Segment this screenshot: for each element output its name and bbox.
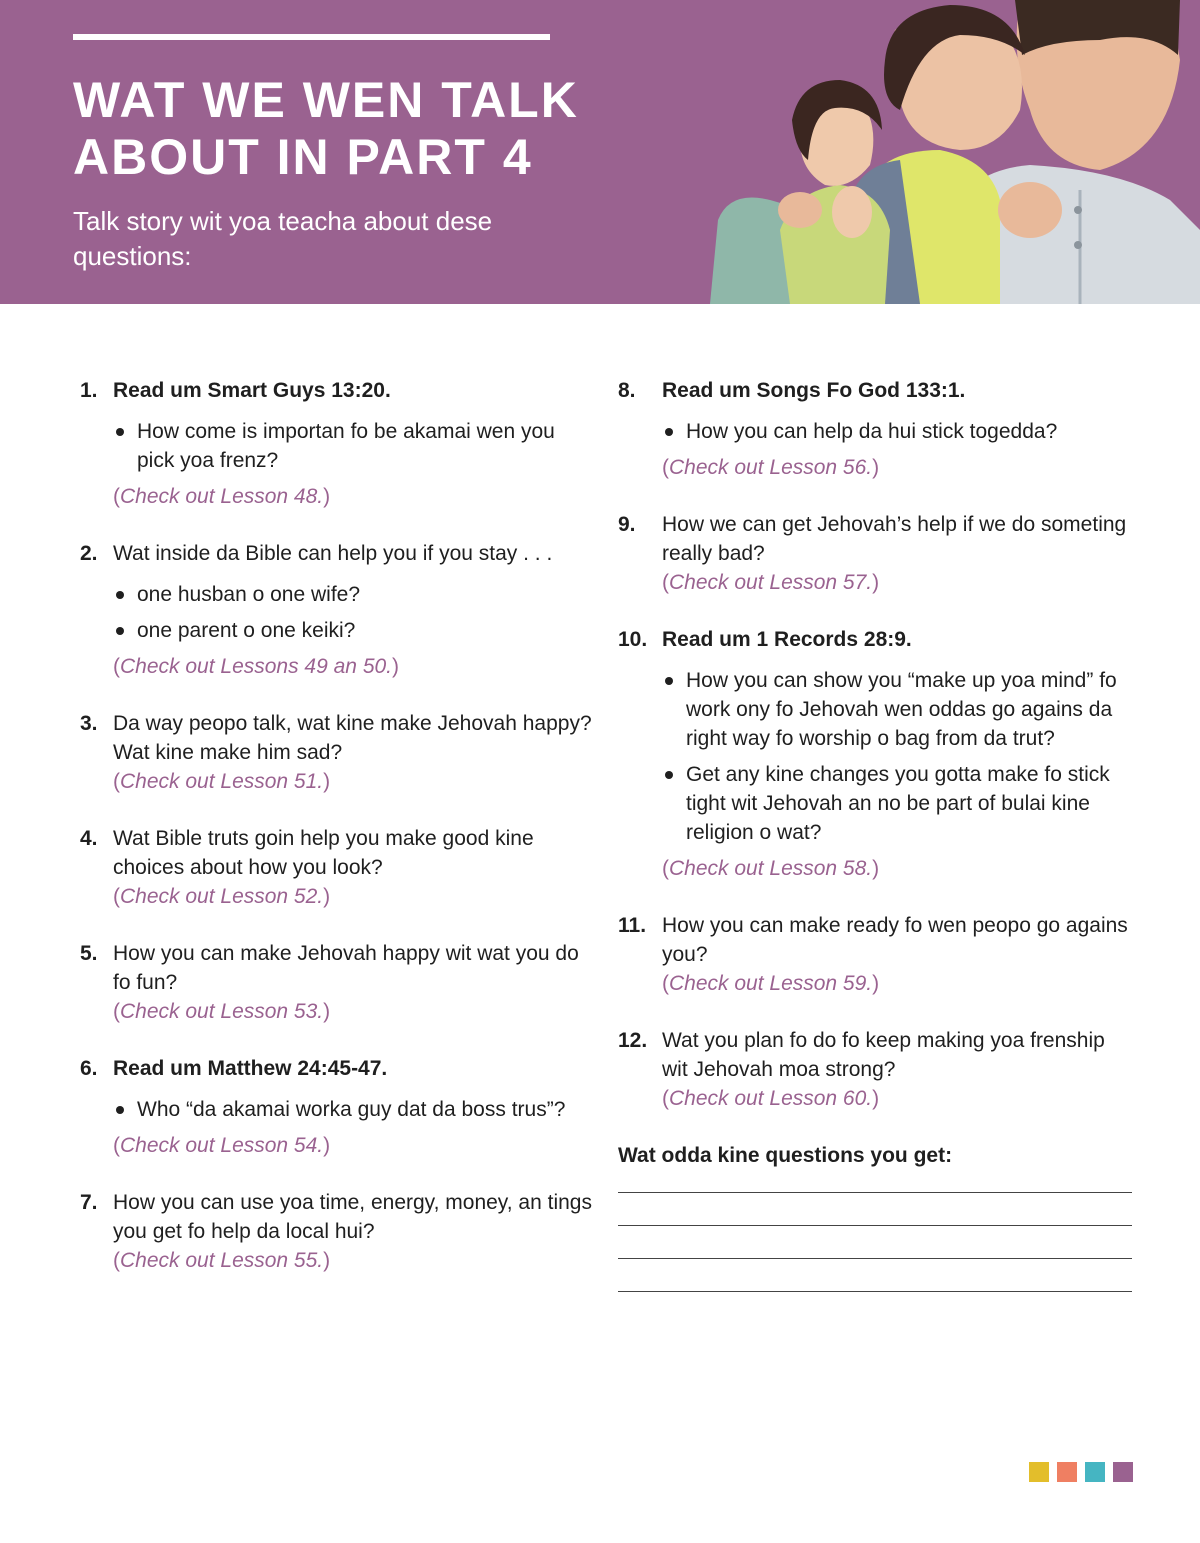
question-number: 11. (618, 914, 647, 937)
question-item (80, 824, 595, 911)
answer-line[interactable] (618, 1258, 1132, 1259)
lesson-reference: (Check out Lesson 55.) (113, 1249, 331, 1272)
lesson-reference-text: Check out Lessons 49 an 50. (120, 655, 393, 678)
question-text: How we can get Jehovah’s help if we do someting really bad? (662, 513, 1127, 565)
question-text: How you can make ready fo wen peopo go agains you? (662, 914, 1128, 966)
question-item (618, 376, 1133, 482)
bullet-item: How you can show you “make up yoa mind” fo work ony fo Jehovah wen oddas go agains da right way fo worship o bag from da trut? (662, 666, 1133, 753)
question-number: 9. (618, 513, 636, 536)
bullet-item: How you can help da hui stick togedda? (662, 417, 1133, 446)
question-bullets (113, 417, 595, 475)
question-item (618, 1026, 1133, 1113)
lesson-reference: (Check out Lesson 56.) (662, 456, 880, 479)
page-title: WAT WE WEN TALK ABOUT IN PART 4 (73, 72, 579, 185)
question-text: Wat Bible truts goin help you make good kine choices about how you look? (113, 827, 534, 879)
other-questions-section (618, 1141, 1133, 1292)
question-item (80, 376, 595, 511)
bullet-item: Get any kine changes you gotta make fo stick tight wit Jehovah an no be part of bulai kine religion o wat? (662, 760, 1133, 847)
lesson-reference-text: Check out Lesson 56. (669, 456, 873, 479)
question-bullets (662, 417, 1133, 446)
lesson-reference-text: Check out Lesson 60. (669, 1087, 873, 1110)
question-text: Wat inside da Bible can help you if you stay . . . (113, 542, 553, 565)
color-square (1113, 1462, 1133, 1482)
question-item (618, 625, 1133, 883)
color-square (1085, 1462, 1105, 1482)
header-banner (0, 0, 1200, 304)
question-text: Read um 1 Records 28:9. (662, 628, 912, 651)
question-number: 2. (80, 542, 98, 565)
question-bullets (113, 1095, 595, 1124)
question-item (618, 911, 1133, 998)
lesson-reference: (Check out Lesson 57.) (662, 571, 880, 594)
lesson-reference-text: Check out Lesson 54. (120, 1134, 324, 1157)
question-text: How you can use yoa time, energy, money, an tings you get fo help da local hui? (113, 1191, 592, 1243)
family-praying-illustration (700, 0, 1200, 304)
lesson-reference-text: Check out Lesson 58. (669, 857, 873, 880)
questions-left-column (80, 376, 595, 1303)
bullet-item: Who “da akamai worka guy dat da boss trus”? (113, 1095, 595, 1124)
lesson-reference-text: Check out Lesson 53. (120, 1000, 324, 1023)
lesson-reference: (Check out Lesson 53.) (113, 1000, 331, 1023)
question-number: 8. (618, 379, 636, 402)
bullet-item: one husban o one wife? (113, 580, 595, 609)
lesson-reference-text: Check out Lesson 59. (669, 972, 873, 995)
color-square (1029, 1462, 1049, 1482)
lesson-reference: (Check out Lessons 49 an 50.) (113, 655, 400, 678)
question-item (80, 539, 595, 681)
question-text: How you can make Jehovah happy wit wat you do fo fun? (113, 942, 579, 994)
question-number: 4. (80, 827, 98, 850)
lesson-reference-text: Check out Lesson 48. (120, 485, 324, 508)
question-bullets (113, 580, 595, 645)
lesson-reference-text: Check out Lesson 55. (120, 1249, 324, 1272)
lesson-reference-text: Check out Lesson 52. (120, 885, 324, 908)
question-text: Read um Matthew 24:45-47. (113, 1057, 388, 1080)
question-item (80, 939, 595, 1026)
question-number: 10. (618, 628, 648, 651)
answer-line[interactable] (618, 1192, 1132, 1193)
question-bullets (662, 666, 1133, 847)
question-item (80, 709, 595, 796)
bullet-item: one parent o one keiki? (113, 616, 595, 645)
question-text: Read um Smart Guys 13:20. (113, 379, 391, 402)
question-item (618, 510, 1133, 597)
question-item (80, 1054, 595, 1160)
header-rule (73, 34, 550, 40)
question-number: 5. (80, 942, 98, 965)
question-item (80, 1188, 595, 1275)
lesson-reference: (Check out Lesson 48.) (113, 485, 331, 508)
question-number: 6. (80, 1057, 98, 1080)
bullet-item: How come is importan fo be akamai wen you pick yoa frenz? (113, 417, 595, 475)
color-square (1057, 1462, 1077, 1482)
page-subtitle: Talk story wit yoa teacha about dese questions: (73, 206, 493, 271)
question-text: Read um Songs Fo God 133:1. (662, 379, 966, 402)
other-questions-label: Wat odda kine questions you get: (618, 1144, 953, 1167)
lesson-reference: (Check out Lesson 60.) (662, 1087, 880, 1110)
question-text: Da way peopo talk, wat kine make Jehovah happy? Wat kine make him sad? (113, 712, 592, 764)
lesson-reference-text: Check out Lesson 51. (120, 770, 324, 793)
lesson-reference: (Check out Lesson 54.) (113, 1134, 331, 1157)
answer-line[interactable] (618, 1225, 1132, 1226)
question-text: Wat you plan fo do fo keep making yoa frenship wit Jehovah moa strong? (662, 1029, 1105, 1081)
lesson-reference-text: Check out Lesson 57. (669, 571, 873, 594)
question-number: 12. (618, 1029, 648, 1052)
lesson-reference: (Check out Lesson 58.) (662, 857, 880, 880)
lesson-reference: (Check out Lesson 51.) (113, 770, 331, 793)
lesson-reference: (Check out Lesson 52.) (113, 885, 331, 908)
lesson-reference: (Check out Lesson 59.) (662, 972, 880, 995)
answer-line[interactable] (618, 1291, 1132, 1292)
questions-right-column (618, 376, 1133, 1324)
question-number: 7. (80, 1191, 98, 1214)
question-number: 1. (80, 379, 98, 402)
question-number: 3. (80, 712, 98, 735)
